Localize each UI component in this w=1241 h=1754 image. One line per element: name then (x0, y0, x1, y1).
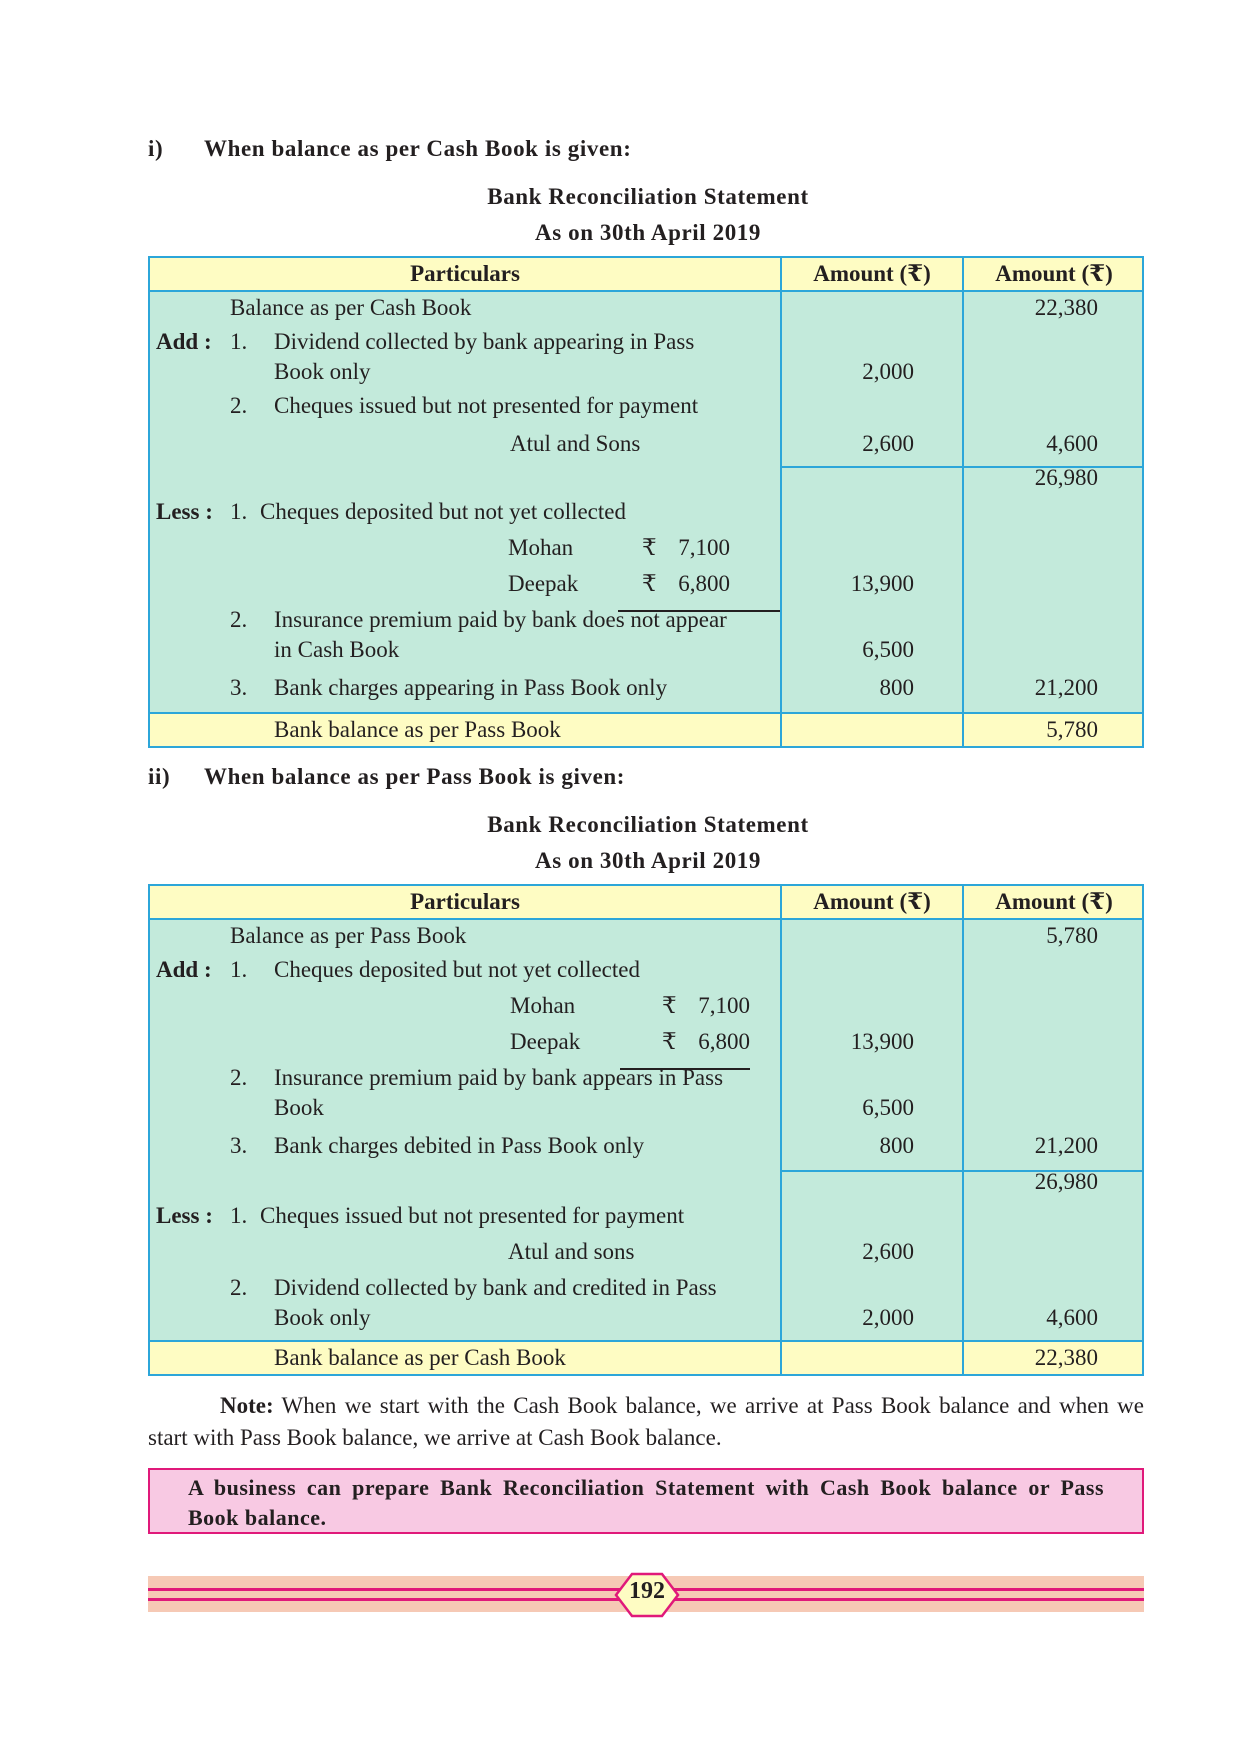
less-1-text: Cheques issued but not presented for payment (260, 1203, 685, 1228)
add-1-amount: 13,900 (850, 1029, 914, 1054)
opening-label: Balance as per Cash Book (230, 295, 472, 320)
add-3-text: Bank charges debited in Pass Book only (274, 1133, 645, 1158)
less-2-text-cont: Book only (274, 1305, 371, 1330)
less-1-number: 1. (230, 499, 248, 524)
section-1-heading: When balance as per Cash Book is given: (204, 136, 632, 161)
add-2-text: Insurance premium paid by bank appears in Pass (274, 1065, 724, 1090)
add-1-text: Dividend collected by bank appearing in Pass (274, 329, 695, 354)
closing-total: 5,780 (1046, 717, 1098, 742)
opening-total: 22,380 (1034, 295, 1098, 320)
add-2-text-cont: Book (274, 1095, 324, 1120)
section-2-number: ii) (148, 764, 171, 789)
less-label: Less : (156, 1203, 213, 1228)
header-amount-2: Amount (₹) (995, 261, 1113, 286)
less-1-amount: 2,600 (862, 1239, 914, 1264)
add-1-item-value: 6,800 (698, 1029, 750, 1054)
add-1-item-value: 7,100 (698, 993, 750, 1018)
subtotal: 26,980 (1034, 465, 1098, 490)
section-2-heading: When balance as per Pass Book is given: (204, 764, 626, 789)
less-3-text: Bank charges appearing in Pass Book only (274, 675, 668, 700)
less-2-text: Insurance premium paid by bank does not appear (274, 607, 727, 632)
section-2-date: As on 30th April 2019 (534, 848, 762, 873)
add-1-item-name: Deepak (510, 1029, 581, 1054)
header-amount-2: Amount (₹) (995, 889, 1113, 914)
add-1-amount: 2,000 (862, 359, 914, 384)
less-2-text: Dividend collected by bank and credited in Pass (274, 1275, 717, 1300)
page-number: 192 (629, 1578, 665, 1604)
reconciliation-table-1 (148, 256, 1144, 748)
opening-total: 5,780 (1046, 923, 1098, 948)
less-1-item-value: 6,800 (678, 571, 730, 596)
add-label: Add : (156, 957, 212, 982)
less-1-item-name: Mohan (508, 535, 574, 560)
add-1-text: Cheques deposited but not yet collected (274, 957, 640, 982)
header-amount-1: Amount (₹) (813, 889, 931, 914)
less-2-number: 2. (230, 1275, 248, 1300)
add-3-amount: 800 (879, 1133, 914, 1158)
note-paragraph (148, 1390, 1144, 1454)
add-3-number: 3. (230, 1133, 248, 1158)
closing-total: 22,380 (1034, 1345, 1098, 1370)
add-1-number: 1. (230, 957, 248, 982)
less-1-sub: Atul and sons (508, 1239, 635, 1264)
rupee-symbol: ₹ (662, 993, 677, 1018)
section-1-number: i) (148, 136, 164, 161)
header-amount-1: Amount (₹) (813, 261, 931, 286)
less-1-item-value: 7,100 (678, 535, 730, 560)
less-1-number: 1. (230, 1203, 248, 1228)
add-2-number: 2. (230, 1065, 248, 1090)
less-3-amount: 800 (879, 675, 914, 700)
add-1-item-name: Mohan (510, 993, 576, 1018)
less-total: 21,200 (1034, 675, 1098, 700)
section-1-title: Bank Reconciliation Statement (487, 184, 809, 209)
header-particulars: Particulars (410, 889, 520, 914)
less-2-amount: 2,000 (862, 1305, 914, 1330)
section-1-date: As on 30th April 2019 (534, 220, 762, 245)
opening-label: Balance as per Pass Book (230, 923, 467, 948)
less-2-number: 2. (230, 607, 248, 632)
rupee-symbol: ₹ (662, 1029, 677, 1054)
reconciliation-table-2 (148, 884, 1144, 1376)
highlight-box: A business can prepare Bank Reconciliation Statement with Cash Book balance or Pass Book balance. (148, 1468, 1144, 1534)
add-label: Add : (156, 329, 212, 354)
add-2-number: 2. (230, 393, 248, 418)
rupee-symbol: ₹ (642, 535, 657, 560)
less-1-text: Cheques deposited but not yet collected (260, 499, 626, 524)
add-1-number: 1. (230, 329, 248, 354)
closing-label: Bank balance as per Pass Book (274, 717, 561, 742)
subtotal: 26,980 (1034, 1169, 1098, 1194)
closing-label: Bank balance as per Cash Book (274, 1345, 566, 1370)
add-2-text: Cheques issued but not presented for payment (274, 393, 699, 418)
add-2-sub: Atul and Sons (510, 431, 641, 456)
section-2-title: Bank Reconciliation Statement (487, 812, 809, 837)
add-total: 21,200 (1034, 1133, 1098, 1158)
add-2-amount: 6,500 (862, 1095, 914, 1120)
add-2-amount: 2,600 (862, 431, 914, 456)
less-2-text-cont: in Cash Book (274, 637, 400, 662)
add-total: 4,600 (1046, 431, 1098, 456)
note-label: Note: (220, 1393, 274, 1418)
rupee-symbol: ₹ (642, 571, 657, 596)
less-label: Less : (156, 499, 213, 524)
less-1-item-name: Deepak (508, 571, 579, 596)
note-text: When we start with the Cash Book balance, we arrive at Pass Book balance and when we start with Pass Book balance, we arrive at Cash Book balance. (148, 1393, 1144, 1450)
less-3-number: 3. (230, 675, 248, 700)
less-1-amount: 13,900 (850, 571, 914, 596)
less-total: 4,600 (1046, 1305, 1098, 1330)
less-2-amount: 6,500 (862, 637, 914, 662)
add-1-text-cont: Book only (274, 359, 371, 384)
header-particulars: Particulars (410, 261, 520, 286)
